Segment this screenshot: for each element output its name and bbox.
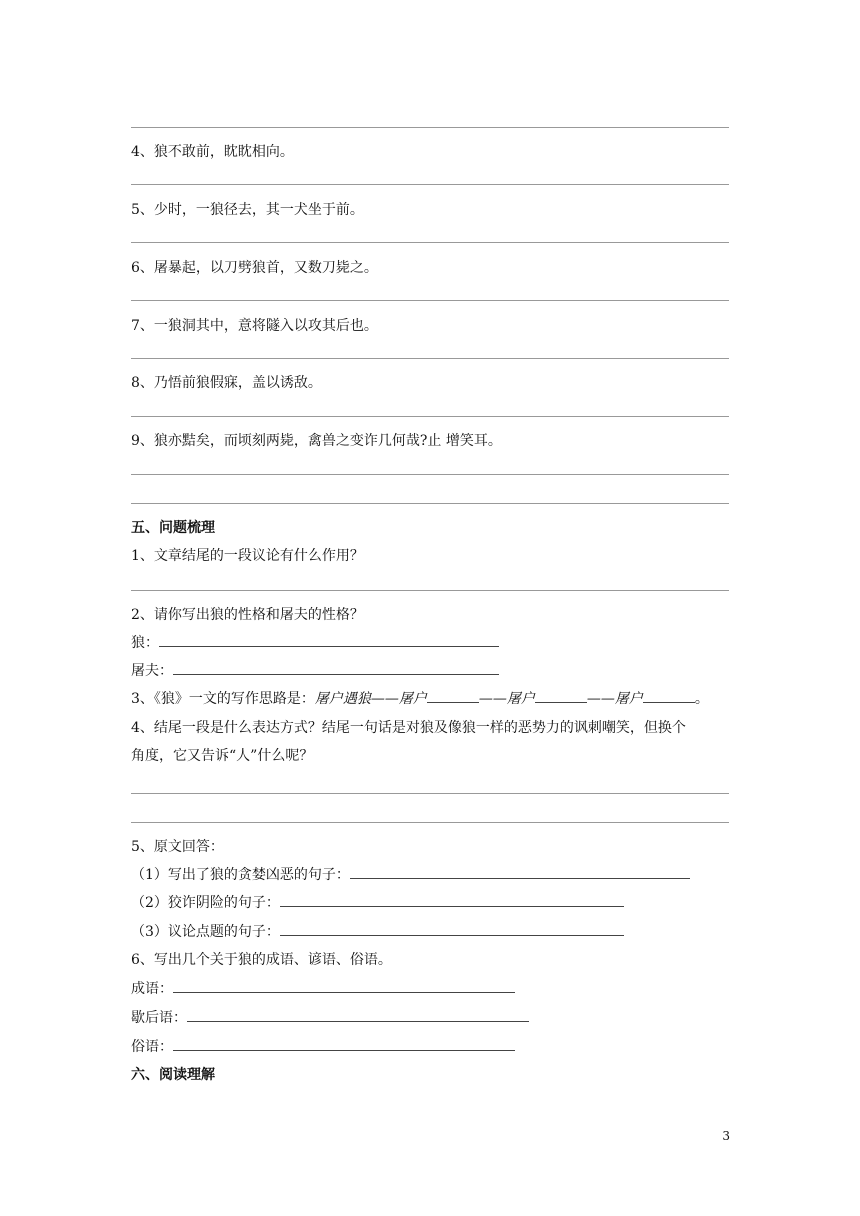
fill-blank[interactable] <box>350 866 690 879</box>
translation-item-7: 7、一狼洞其中，意将隧入以攻其后也。 <box>131 318 378 334</box>
q5-3-row <box>131 923 624 941</box>
q6-idiom-label: 成语： <box>131 981 173 997</box>
question-3 <box>131 690 709 708</box>
fill-blank[interactable] <box>427 690 479 703</box>
fill-blank[interactable] <box>280 894 624 907</box>
question-5: 5、原文回答： <box>131 839 224 855</box>
q5-3-label: （3）议论点题的句子： <box>131 924 280 940</box>
q6-saying-label: 俗语： <box>131 1039 173 1055</box>
translation-item-5: 5、少时，一狼径去，其一犬坐于前。 <box>131 202 364 218</box>
q2-wolf-row <box>131 634 499 652</box>
q5-2-label: （2）狡诈阴险的句子： <box>131 895 280 911</box>
translation-item-9: 9、狼亦黠矣，而顷刻两毙，禽兽之变诈几何哉?止 增笑耳。 <box>131 433 502 449</box>
answer-line <box>131 503 729 504</box>
fill-blank[interactable] <box>535 690 587 703</box>
q2-butcher-row <box>131 662 499 680</box>
fill-blank[interactable] <box>280 923 624 936</box>
q3-end: 。 <box>694 691 709 707</box>
question-4-line2: 角度，它又告诉“人”什么呢？ <box>131 748 314 764</box>
answer-line <box>131 793 729 794</box>
answer-line <box>131 474 729 475</box>
q3-seg1: 屠户遇狼——屠户 <box>314 691 427 707</box>
q6-xiehouyu-row <box>131 1009 529 1027</box>
translation-item-4: 4、狼不敢前，眈眈相向。 <box>131 144 294 160</box>
q3-seg3: ——屠户 <box>586 691 643 707</box>
q3-seg2: ——屠户 <box>478 691 535 707</box>
fill-blank[interactable] <box>173 980 515 993</box>
answer-line <box>131 184 729 185</box>
answer-line <box>131 822 729 823</box>
q5-2-row <box>131 894 624 912</box>
question-2: 2、请你写出狼的性格和屠夫的性格？ <box>131 607 364 623</box>
answer-line <box>131 590 729 591</box>
question-1: 1、文章结尾的一段议论有什么作用？ <box>131 548 364 564</box>
q5-1-row <box>131 866 690 884</box>
q6-idiom-row <box>131 980 515 998</box>
q6-xiehouyu-label: 歇后语： <box>131 1010 187 1026</box>
fill-blank[interactable] <box>173 662 499 675</box>
question-4-line1: 4、结尾一段是什么表达方式？结尾一句话是对狼及像狼一样的恶势力的讽刺嘲笑，但换个 <box>131 720 686 736</box>
answer-line <box>131 300 729 301</box>
page-number: 3 <box>722 1129 730 1143</box>
fill-blank[interactable] <box>643 690 695 703</box>
fill-blank[interactable] <box>159 634 499 647</box>
q5-1-label: （1）写出了狼的贪婪凶恶的句子： <box>131 867 350 883</box>
fill-blank[interactable] <box>173 1038 515 1051</box>
q6-saying-row <box>131 1038 515 1056</box>
answer-line <box>131 358 729 359</box>
answer-line <box>131 416 729 417</box>
translation-item-6: 6、屠暴起，以刀劈狼首，又数刀毙之。 <box>131 260 378 276</box>
q2-butcher-label: 屠夫： <box>131 663 173 679</box>
answer-line <box>131 127 729 128</box>
section-6-title: 六、阅读理解 <box>131 1067 215 1083</box>
q3-prefix: 3、《狼》一文的写作思路是： <box>131 691 315 707</box>
fill-blank[interactable] <box>187 1009 529 1022</box>
translation-item-8: 8、乃悟前狼假寐，盖以诱敌。 <box>131 375 322 391</box>
answer-line <box>131 242 729 243</box>
section-5-title: 五、问题梳理 <box>131 520 215 536</box>
q2-wolf-label: 狼： <box>131 635 159 651</box>
question-6: 6、写出几个关于狼的成语、谚语、俗语。 <box>131 952 392 968</box>
